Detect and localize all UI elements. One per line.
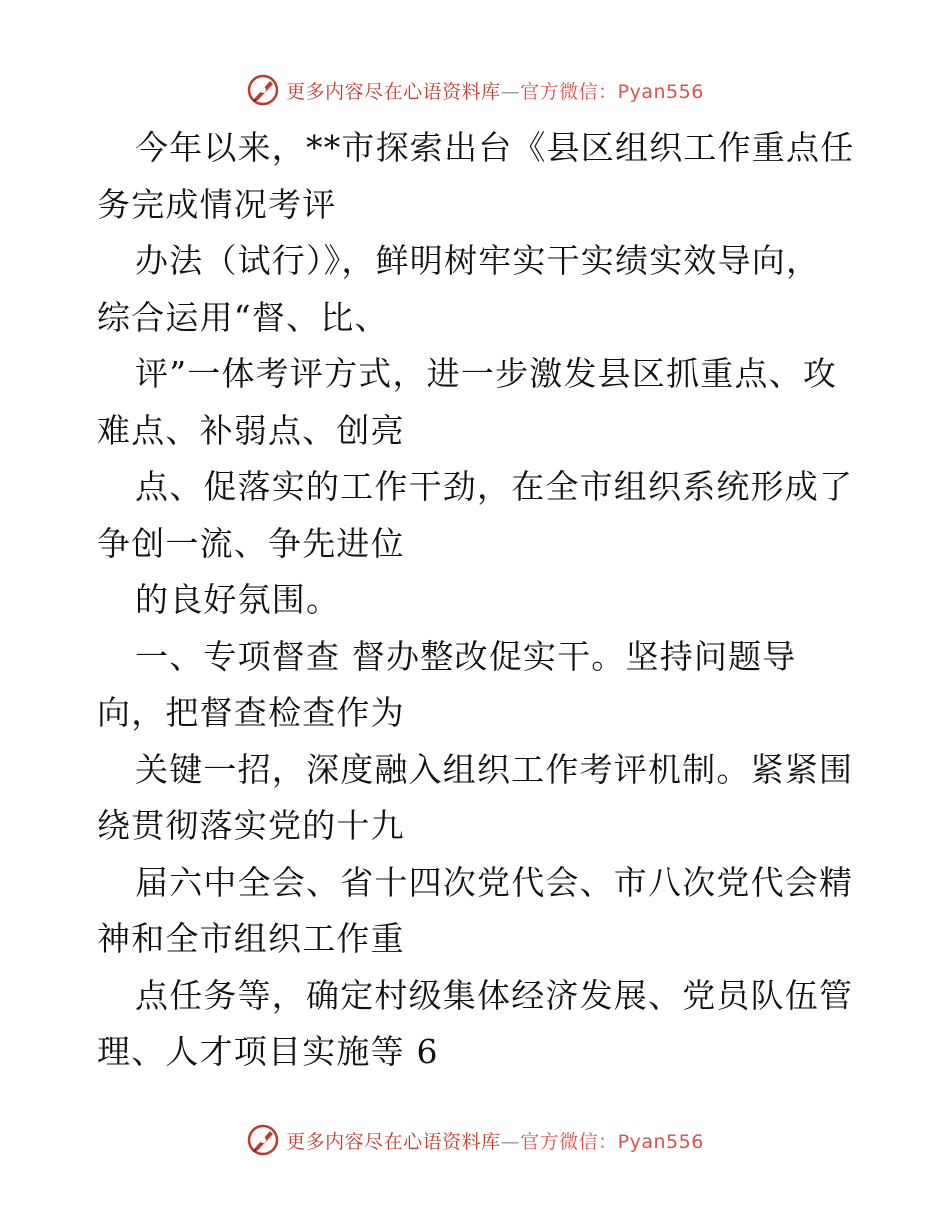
text-line: 难点、补弱点、创亮 (97, 410, 405, 450)
text-line: 评”一体考评方式，进一步激发县区抓重点、攻 (135, 354, 838, 393)
header-watermark-banner (0, 70, 950, 110)
quill-pen-logo-icon (246, 73, 280, 107)
watermark-separator: — (500, 1130, 521, 1153)
text-line: 点任务等，确定村级集体经济发展、党员队伍管 (135, 975, 854, 1015)
watermark-main: 更多内容尽在心语资料库 (286, 1130, 501, 1153)
watermark-text (286, 77, 704, 104)
section-heading-line: 一、专项督查 督办整改促实干。坚持问题导 (135, 636, 797, 676)
text-line: 理、人才项目实施等 6 (97, 1032, 439, 1071)
text-line: 今年以来，**市探索出台《县区组织工作重点任 (135, 128, 855, 167)
watermark-main: 更多内容尽在心语资料库 (286, 80, 501, 103)
text-line: 关键一招，深度融入组织工作考评机制。紧紧围 (135, 749, 854, 789)
text-line: 综合运用“督、比、 (97, 297, 389, 337)
text-line: 绕贯彻落实党的十九 (97, 806, 405, 845)
text-line: 争创一流、争先进位 (97, 523, 405, 563)
text-line: 向，把督查检查作为 (97, 693, 405, 732)
text-line: 点、促落实的工作干劲，在全市组织系统形成了 (135, 467, 854, 506)
text-line: 的良好氛围。 (135, 580, 341, 619)
text-line: 神和全市组织工作重 (97, 919, 405, 958)
quill-pen-logo-icon (246, 1123, 280, 1157)
watermark-wechat: 官方微信：Pyan556 (520, 80, 704, 103)
text-line: 届六中全会、省十四次党代会、市八次党代会精 (135, 862, 854, 902)
footer-watermark-banner (0, 1120, 950, 1160)
watermark-separator: — (500, 80, 521, 103)
watermark-wechat: 官方微信：Pyan556 (520, 1130, 704, 1153)
watermark-text (286, 1127, 704, 1154)
text-line: 办法（试行）》，鲜明树牢实干实绩实效导向， (135, 241, 821, 280)
text-line: 务完成情况考评 (97, 184, 337, 224)
document-body (97, 120, 857, 1081)
